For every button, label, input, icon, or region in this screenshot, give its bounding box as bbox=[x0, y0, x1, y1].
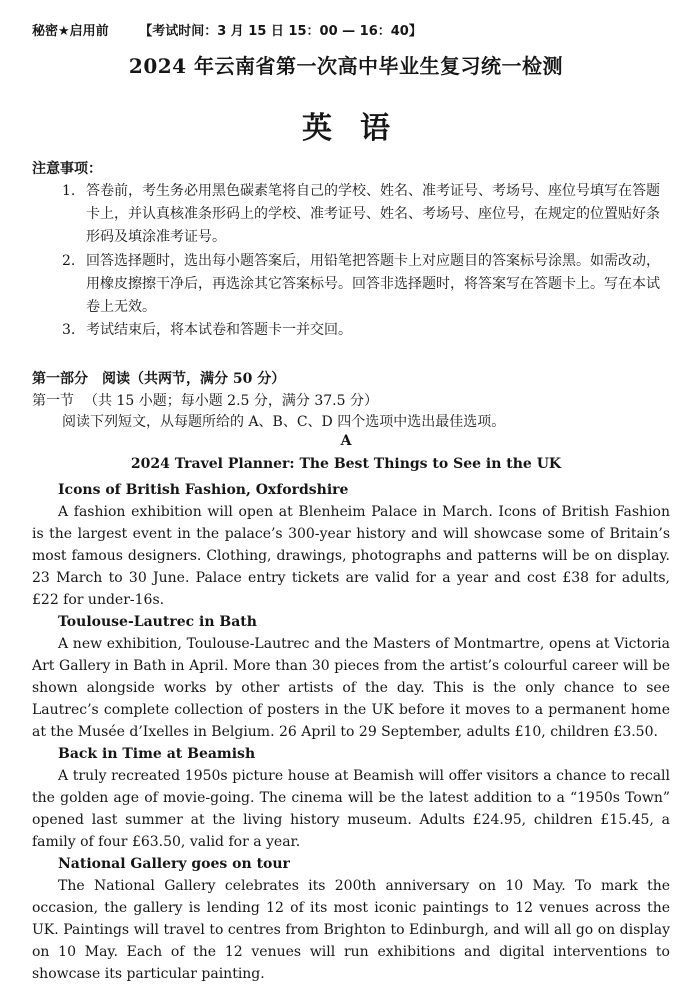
notice-item bbox=[62, 250, 670, 320]
passage-title: 2024 Travel Planner: The Best Things to See in the UK bbox=[130, 456, 562, 472]
notice-item bbox=[62, 319, 670, 342]
notice-item-number: 1. bbox=[62, 183, 76, 199]
notice-heading: 注意事项： bbox=[32, 161, 102, 177]
notice-item-number: 3. bbox=[62, 322, 76, 339]
subsection-heading: Toulouse-Lautrec in Bath bbox=[58, 614, 257, 630]
section-note: （共 15 小题；每小题 2.5 分，满分 37.5 分） bbox=[84, 393, 378, 409]
section-instruction: 阅读下列短文，从每题所给的 A、B、C、D 四个选项中选出最佳选项。 bbox=[62, 414, 506, 430]
section-heading bbox=[32, 390, 378, 410]
notice-item bbox=[62, 180, 670, 250]
notice-list bbox=[62, 180, 670, 342]
exam-time: 【考试时间：3 月 15 日 15：00 — 16：40】 bbox=[139, 24, 422, 39]
part-heading: 第一部分 阅读（共两节，满分 50 分） bbox=[32, 371, 286, 387]
subsection-paragraph: A truly recreated 1950s picture house at Beamish will offer visitors a chance to recall the golden age of movie-going. The cinema will be the latest addition to a “1950s Town” opened last summer at the living history museum. Adults £24.95, children £15.45, a family of four £63.50, valid for a year. bbox=[32, 768, 670, 850]
subsection-paragraph: A new exhibition, Toulouse-Lautrec and the Masters of Montmartre, opens at Victoria Art Gallery in Bath in April. More than 30 pieces from the artist’s colourful career will be shown alongside works by other artists of the day. This is the only chance to see Lautrec’s complete collection of posters in the UK before it moves to a permanent home at the Musée d’Ixelles in Belgium. 26 April to 29 September, adults £10, children £3.50. bbox=[32, 636, 670, 740]
subsection-paragraph: The National Gallery celebrates its 200th anniversary on 10 May. To mark the occasion, the gallery is lending 12 of its most iconic paintings to 12 venues across the UK. Paintings will travel to centres from Brighton to Edinburgh, and will all go on display on 10 May. Each of the 12 venues will run exhibitions and digital interventions to showcase its particular painting. bbox=[32, 878, 670, 982]
notice-item-text: 考试结束后，将本试卷和答题卡一并交回。 bbox=[86, 322, 352, 339]
notice-item-number: 2. bbox=[62, 252, 76, 269]
exam-title: 2024 年云南省第一次高中毕业生复习统一检测 bbox=[128, 54, 564, 78]
section-label: 第一节 bbox=[32, 393, 74, 409]
subsection-heading: National Gallery goes on tour bbox=[58, 856, 290, 872]
passage-label: A bbox=[340, 433, 352, 449]
notice-item-text: 答卷前，考生务必用黑色碳素笔将自己的学校、姓名、准考证号、考场号、座位号填写在答题卡上，并认真核准条形码上的学校、准考证号、姓名、考场号、座位号，在规定的位置贴好条形码及填涂准考证号。 bbox=[86, 183, 660, 246]
confidential-label: 秘密★启用前 bbox=[32, 24, 109, 39]
subsection-heading: Icons of British Fashion, Oxfordshire bbox=[58, 482, 349, 498]
subsection-heading: Back in Time at Beamish bbox=[58, 746, 256, 762]
subsection-paragraph: A fashion exhibition will open at Blenheim Palace in March. Icons of British Fashion is the largest event in the palace’s 300-year history and will showcase some of Britain’s most famous designers. Clothing, drawings, photographs and patterns will be on display. 23 March to 30 June. Palace entry tickets are valid for a year and cost £38 for adults, £22 for under-16s. bbox=[32, 504, 670, 608]
passage-body bbox=[32, 479, 670, 985]
subject-title: 英语 bbox=[302, 111, 418, 146]
header-line bbox=[32, 20, 422, 39]
notice-item-text: 回答选择题时，选出每小题答案后，用铅笔把答题卡上对应题目的答案标号涂黑。如需改动，用橡皮擦擦干净后，再选涂其它答案标号。回答非选择题时，将答案写在答题卡上。写在本试卷上无效。 bbox=[86, 252, 660, 316]
